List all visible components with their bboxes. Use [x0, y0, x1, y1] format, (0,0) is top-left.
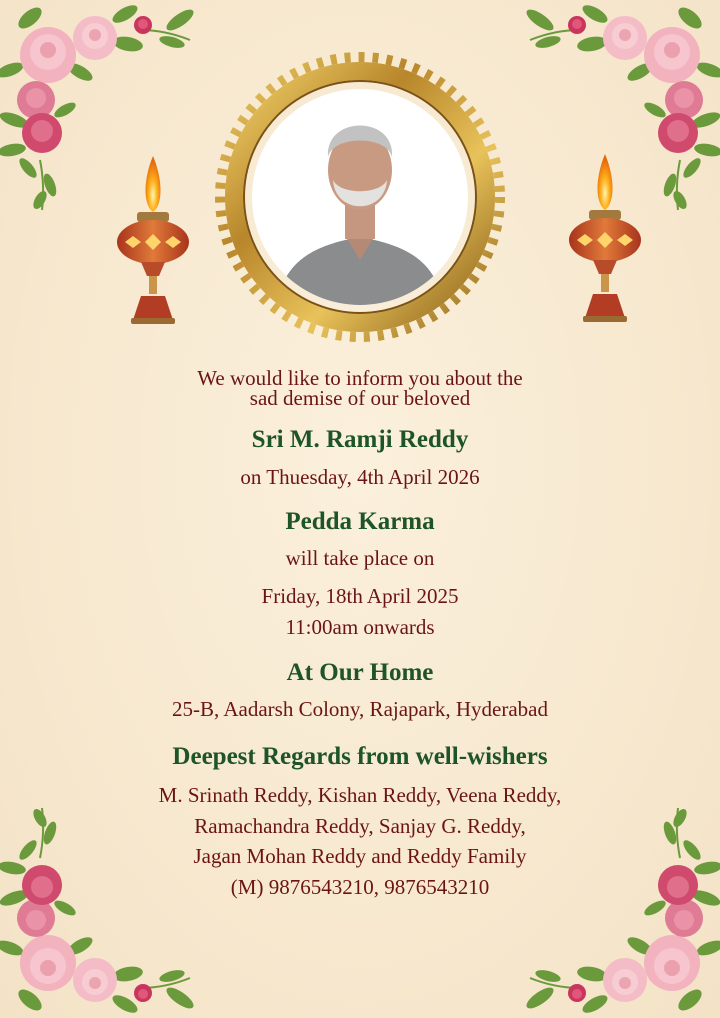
family-line-2: Ramachandra Reddy, Sanjay G. Reddy, — [194, 813, 526, 838]
invitation-text — [0, 360, 720, 902]
intro-line-2: sad demise of our beloved — [249, 386, 471, 410]
event-time: 11:00am onwards — [285, 615, 435, 639]
family-names — [0, 780, 720, 902]
event-title: Pedda Karma — [285, 508, 435, 535]
diya-lamp-right-icon — [565, 148, 645, 328]
demise-date: on Thuesday, 4th April 2026 — [240, 465, 480, 489]
event-date: Friday, 18th April 2025 — [261, 584, 459, 608]
regards-title: Deepest Regards from well-wishers — [172, 743, 548, 770]
deceased-name: Sri M. Ramji Reddy — [251, 426, 469, 453]
intro-line-1: We would like to inform you about the — [197, 366, 523, 390]
family-line-1: M. Srinath Reddy, Kishan Reddy, Veena Reddy, — [158, 783, 562, 807]
diya-lamp-left-icon — [113, 150, 193, 330]
intro-text — [0, 368, 720, 408]
venue-title: At Our Home — [286, 659, 434, 686]
event-intro: will take place on — [285, 546, 435, 570]
portrait-frame — [205, 45, 515, 345]
contact-numbers: (M) 9876543210, 9876543210 — [230, 874, 490, 899]
family-line-3: Jagan Mohan Reddy and Reddy Family — [193, 844, 527, 868]
venue-address: 25-B, Aadarsh Colony, Rajapark, Hyderabad — [172, 697, 548, 721]
